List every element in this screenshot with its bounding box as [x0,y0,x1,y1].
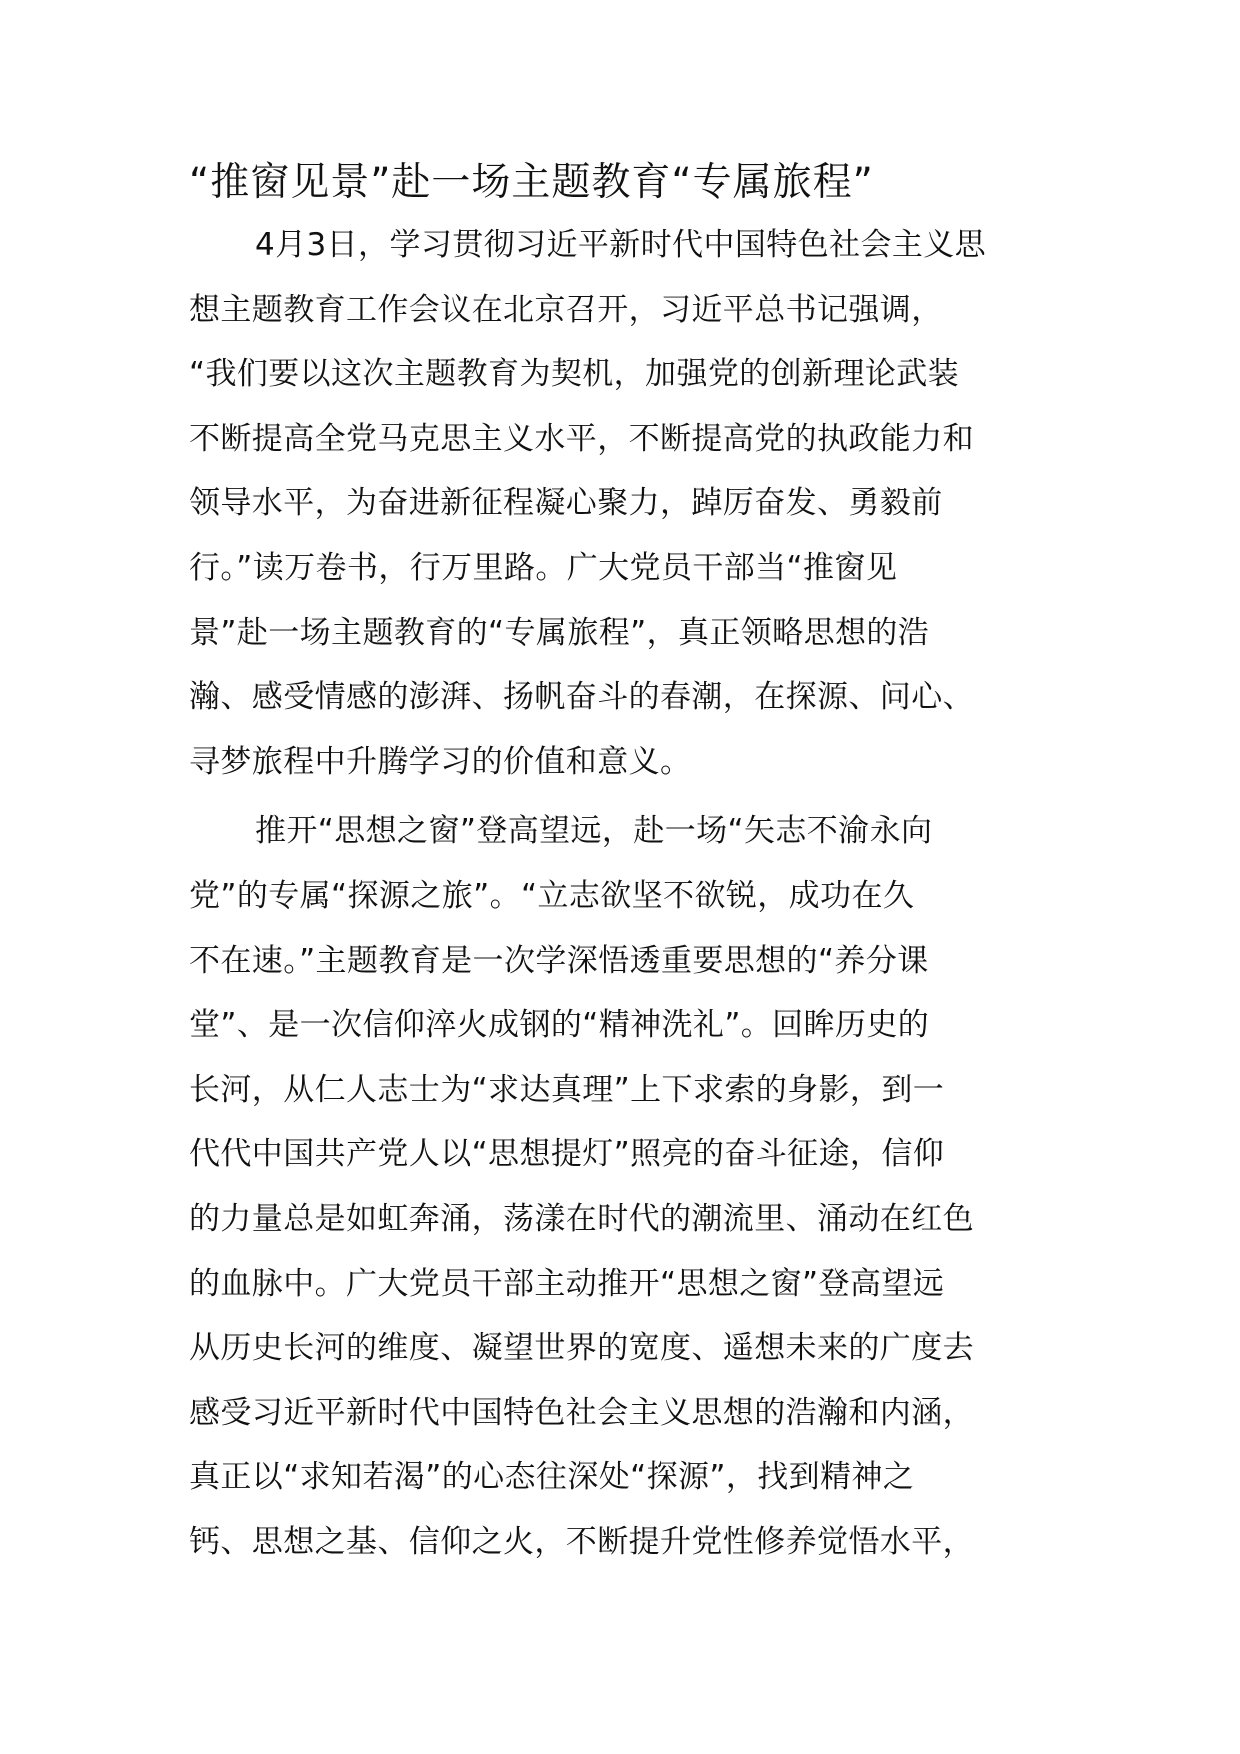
paragraph-line: 不在速。”主题教育是一次学深悟透重要思想的“养分课 [189,942,929,979]
document-content [189,158,1057,1574]
paragraph-line: 党”的专属“探源之旅”。“立志欲坚不欲锐，成功在久 [189,877,915,914]
paragraph-line: 行。”读万卷书，行万里路。广大党员干部当“推窗见 [189,549,898,586]
paragraph-line: 推开“思想之窗”登高望远，赴一场“矢志不渝永向 [255,813,933,850]
paragraph-1 [189,213,1057,794]
paragraph-line: 堂”、是一次信仰淬火成钢的“精神洗礼”。回眸历史的 [189,1007,930,1044]
paragraph-line: 真正以“求知若渴”的心态往深处“探源”，找到精神之 [189,1459,915,1496]
paragraph-line: 从历史长河的维度、凝望世界的宽度、遥想未来的广度去 [189,1330,974,1367]
paragraph-line: “我们要以这次主题教育为契机，加强党的创新理论武装 [189,356,960,393]
paragraph-line: 领导水平，为奋进新征程凝心聚力，踔厉奋发、勇毅前 [189,485,943,522]
paragraph-line: 想主题教育工作会议在北京召开，习近平总书记强调， [189,291,943,328]
paragraph-line: 4月3日，学习贯彻习近平新时代中国特色社会主义思 [255,227,987,263]
paragraph-line: 的力量总是如虹奔涌，荡漾在时代的潮流里、涌动在红色 [189,1200,974,1237]
paragraph-line: 钙、思想之基、信仰之火，不断提升党性修养觉悟水平， [189,1523,974,1560]
paragraph-2 [189,799,1057,1574]
paragraph-line: 不断提高全党马克思主义水平，不断提高党的执政能力和 [189,420,974,457]
paragraph-line: 景”赴一场主题教育的“专属旅程”，真正领略思想的浩 [189,614,930,651]
paragraph-line: 寻梦旅程中升腾学习的价值和意义。 [189,743,692,780]
paragraph-line: 瀚、感受情感的澎湃、扬帆奋斗的春潮，在探源、问心、 [189,679,974,716]
paragraph-line: 长河，从仁人志士为“求达真理”上下求索的身影，到一 [189,1071,945,1108]
paragraph-line: 的血脉中。广大党员干部主动推开“思想之窗”登高望远 [189,1265,945,1302]
paragraph-line: 代代中国共产党人以“思想提灯”照亮的奋斗征途，信仰 [189,1136,945,1173]
paragraph-line: 感受习近平新时代中国特色社会主义思想的浩瀚和内涵， [189,1394,974,1431]
document-title: “推窗见景”赴一场主题教育“专属旅程” [189,160,874,205]
